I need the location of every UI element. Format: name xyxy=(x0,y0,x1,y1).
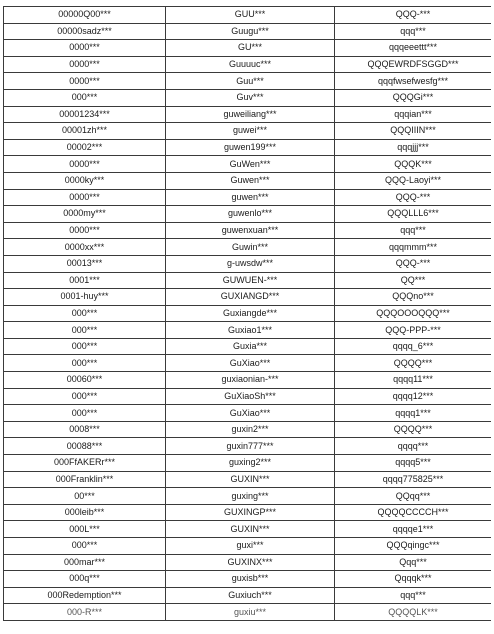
table-row xyxy=(4,222,492,239)
table-row xyxy=(4,488,492,505)
column-c-cell: QQQK*** xyxy=(335,156,492,173)
column-a-cell: 000Franklin*** xyxy=(4,471,166,488)
column-b-cell: GuXiaoSh*** xyxy=(166,388,335,405)
column-a-cell: 000*** xyxy=(4,89,166,106)
column-b-cell: GUXIN*** xyxy=(166,521,335,538)
table-row xyxy=(4,471,492,488)
column-c-cell: qqqqe1*** xyxy=(335,521,492,538)
column-b-cell: guxing*** xyxy=(166,488,335,505)
column-a-cell: 0000my*** xyxy=(4,206,166,223)
spreadsheet-page xyxy=(3,6,491,634)
column-c-cell: QQQEWRDFSGGD*** xyxy=(335,56,492,73)
column-a-cell: 000mar*** xyxy=(4,554,166,571)
column-a-cell: 000q*** xyxy=(4,571,166,588)
column-b-cell: Guv*** xyxy=(166,89,335,106)
column-b-cell: Guugu*** xyxy=(166,23,335,40)
table-row xyxy=(4,554,492,571)
table-row xyxy=(4,123,492,140)
column-c-cell: QQQ-Laoyi*** xyxy=(335,172,492,189)
column-b-cell: guxiu*** xyxy=(166,604,335,621)
column-a-cell: 0000xx*** xyxy=(4,239,166,256)
column-a-cell: 0000*** xyxy=(4,189,166,206)
table-row xyxy=(4,89,492,106)
table-row xyxy=(4,156,492,173)
column-a-cell: 0000ky*** xyxy=(4,172,166,189)
column-a-cell: 000Redemption*** xyxy=(4,587,166,604)
column-a-cell: 0000*** xyxy=(4,40,166,57)
column-a-cell: 000*** xyxy=(4,305,166,322)
column-a-cell: 00*** xyxy=(4,488,166,505)
column-b-cell: GuXiao*** xyxy=(166,355,335,372)
column-a-cell: 00002*** xyxy=(4,139,166,156)
column-a-cell: 000FfAKERr*** xyxy=(4,455,166,472)
column-a-cell: 00001zh*** xyxy=(4,123,166,140)
table-row xyxy=(4,272,492,289)
column-a-cell: 00060*** xyxy=(4,372,166,389)
column-c-cell: qqqq_6*** xyxy=(335,338,492,355)
column-b-cell: guwenlo*** xyxy=(166,206,335,223)
column-a-cell: 0000*** xyxy=(4,156,166,173)
column-b-cell: guwenxuan*** xyxy=(166,222,335,239)
column-a-cell: 0000*** xyxy=(4,56,166,73)
column-c-cell: QQQOOOQQQ*** xyxy=(335,305,492,322)
column-c-cell: QQQQLK*** xyxy=(335,604,492,621)
column-c-cell: Qqq*** xyxy=(335,554,492,571)
column-a-cell: 000*** xyxy=(4,355,166,372)
column-a-cell: 00013*** xyxy=(4,255,166,272)
column-c-cell: QQQqingc*** xyxy=(335,538,492,555)
column-a-cell: 00000sadz*** xyxy=(4,23,166,40)
column-b-cell: GuWen*** xyxy=(166,156,335,173)
column-c-cell: QQQQ*** xyxy=(335,355,492,372)
column-a-cell: 000leib*** xyxy=(4,504,166,521)
table-row xyxy=(4,604,492,621)
table-row xyxy=(4,106,492,123)
column-a-cell: 0000*** xyxy=(4,73,166,90)
table-row xyxy=(4,338,492,355)
column-c-cell: QQQ-*** xyxy=(335,189,492,206)
column-c-cell: QQQGi*** xyxy=(335,89,492,106)
column-b-cell: GUXINGP*** xyxy=(166,504,335,521)
column-c-cell: qqqeeettt*** xyxy=(335,40,492,57)
table-row xyxy=(4,504,492,521)
column-b-cell: Guuuuc*** xyxy=(166,56,335,73)
column-a-cell: 00088*** xyxy=(4,438,166,455)
column-a-cell: 000L*** xyxy=(4,521,166,538)
column-a-cell: 000*** xyxy=(4,405,166,422)
table-row xyxy=(4,206,492,223)
column-b-cell: Guwen*** xyxy=(166,172,335,189)
table-row xyxy=(4,388,492,405)
column-c-cell: qqq*** xyxy=(335,222,492,239)
column-b-cell: guxisb*** xyxy=(166,571,335,588)
column-a-cell: 000-R*** xyxy=(4,604,166,621)
column-b-cell: guwei*** xyxy=(166,123,335,140)
table-row xyxy=(4,455,492,472)
column-b-cell: guxin777*** xyxy=(166,438,335,455)
table-row xyxy=(4,405,492,422)
column-c-cell: QQ*** xyxy=(335,272,492,289)
table-row xyxy=(4,322,492,339)
column-b-cell: guxing2*** xyxy=(166,455,335,472)
column-c-cell: QQQ-*** xyxy=(335,255,492,272)
table-row xyxy=(4,305,492,322)
column-a-cell: 0000*** xyxy=(4,222,166,239)
column-b-cell: GUXINX*** xyxy=(166,554,335,571)
column-c-cell: QQQno*** xyxy=(335,289,492,306)
column-a-cell: 0008*** xyxy=(4,421,166,438)
column-c-cell: QQqq*** xyxy=(335,488,492,505)
column-c-cell: QQQQ*** xyxy=(335,421,492,438)
column-c-cell: qqqian*** xyxy=(335,106,492,123)
column-b-cell: Guxia*** xyxy=(166,338,335,355)
column-b-cell: GuXiao*** xyxy=(166,405,335,422)
table-row xyxy=(4,587,492,604)
column-b-cell: Guxiangde*** xyxy=(166,305,335,322)
column-a-cell: 000*** xyxy=(4,388,166,405)
table-body xyxy=(4,7,492,621)
column-c-cell: qqqq5*** xyxy=(335,455,492,472)
table-row xyxy=(4,73,492,90)
column-a-cell: 00000Q00*** xyxy=(4,7,166,24)
column-b-cell: guxiaonian-*** xyxy=(166,372,335,389)
column-c-cell: qqq*** xyxy=(335,587,492,604)
column-c-cell: qqq*** xyxy=(335,23,492,40)
table-row xyxy=(4,571,492,588)
column-c-cell: qqqq*** xyxy=(335,438,492,455)
table-row xyxy=(4,7,492,24)
column-b-cell: Guwin*** xyxy=(166,239,335,256)
column-c-cell: qqqq1*** xyxy=(335,405,492,422)
column-b-cell: GUXIN*** xyxy=(166,471,335,488)
table-row xyxy=(4,289,492,306)
table-row xyxy=(4,521,492,538)
column-b-cell: GU*** xyxy=(166,40,335,57)
column-c-cell: qqqfwsefwesfg*** xyxy=(335,73,492,90)
column-b-cell: guxi*** xyxy=(166,538,335,555)
table-row xyxy=(4,438,492,455)
column-b-cell: guweiliang*** xyxy=(166,106,335,123)
table-row xyxy=(4,372,492,389)
table-row xyxy=(4,421,492,438)
column-c-cell: Qqqqk*** xyxy=(335,571,492,588)
column-b-cell: guwen199*** xyxy=(166,139,335,156)
table-row xyxy=(4,40,492,57)
column-c-cell: qqqq12*** xyxy=(335,388,492,405)
column-b-cell: g-uwsdw*** xyxy=(166,255,335,272)
table-row xyxy=(4,255,492,272)
column-a-cell: 000*** xyxy=(4,338,166,355)
column-c-cell: QQQQCCCCH*** xyxy=(335,504,492,521)
column-a-cell: 0001-huy*** xyxy=(4,289,166,306)
column-c-cell: QQQ-PPP-*** xyxy=(335,322,492,339)
column-c-cell: qqqq11*** xyxy=(335,372,492,389)
column-a-cell: 00001234*** xyxy=(4,106,166,123)
column-b-cell: Guxiao1*** xyxy=(166,322,335,339)
column-b-cell: GUWUEN-*** xyxy=(166,272,335,289)
column-b-cell: GUU*** xyxy=(166,7,335,24)
column-c-cell: QQQ-*** xyxy=(335,7,492,24)
column-c-cell: qqqmmm*** xyxy=(335,239,492,256)
table-row xyxy=(4,189,492,206)
column-b-cell: guwen*** xyxy=(166,189,335,206)
data-table xyxy=(3,6,491,621)
column-c-cell: qqqq775825*** xyxy=(335,471,492,488)
table-row xyxy=(4,56,492,73)
column-c-cell: QQQLLL6*** xyxy=(335,206,492,223)
column-b-cell: Guu*** xyxy=(166,73,335,90)
column-b-cell: guxin2*** xyxy=(166,421,335,438)
table-row xyxy=(4,538,492,555)
table-row xyxy=(4,139,492,156)
table-row xyxy=(4,172,492,189)
table-row xyxy=(4,355,492,372)
table-row xyxy=(4,239,492,256)
column-b-cell: GUXIANGD*** xyxy=(166,289,335,306)
column-a-cell: 000*** xyxy=(4,322,166,339)
table-row xyxy=(4,23,492,40)
column-c-cell: qqqjjj*** xyxy=(335,139,492,156)
column-a-cell: 000*** xyxy=(4,538,166,555)
column-c-cell: QQQIIIN*** xyxy=(335,123,492,140)
column-a-cell: 0001*** xyxy=(4,272,166,289)
column-b-cell: Guxiuch*** xyxy=(166,587,335,604)
